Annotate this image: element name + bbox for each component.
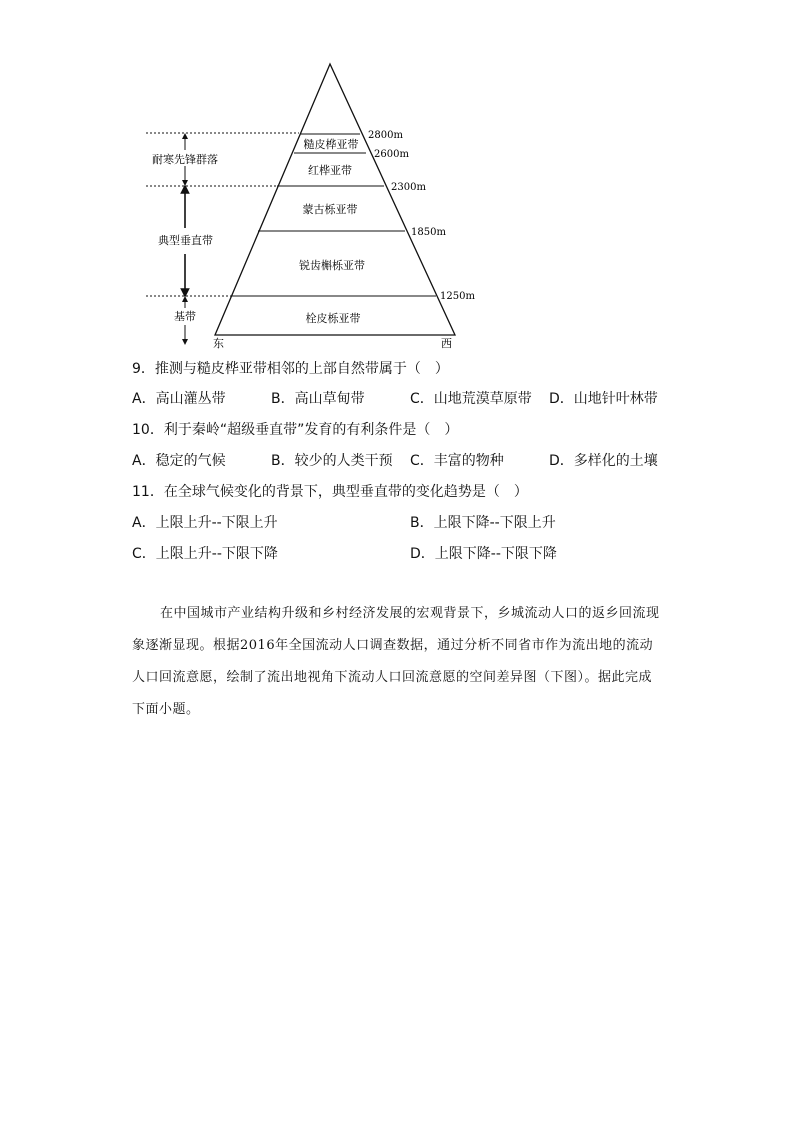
question-10-option-c[interactable]: C．丰富的物种 bbox=[410, 453, 504, 469]
group-label-base: 基带 bbox=[174, 310, 196, 323]
question-9-option-c[interactable]: C．山地荒漠草原带 bbox=[410, 391, 532, 407]
question-10-stem: 10．利于秦岭“超级垂直带”发育的有利条件是（ ） bbox=[132, 422, 459, 438]
elevation-label: 2600m bbox=[374, 149, 409, 160]
question-11-option-b[interactable]: B．上限下降--下限上升 bbox=[410, 515, 556, 531]
question-11-option-a[interactable]: A．上限上升--下限上升 bbox=[132, 515, 278, 531]
zone-label: 蒙古栎亚带 bbox=[302, 203, 358, 216]
question-11-option-d[interactable]: D．上限下降--下限下降 bbox=[410, 546, 557, 562]
zone-label: 锐齿槲栎亚带 bbox=[299, 259, 365, 272]
vertical-zone-diagram bbox=[0, 0, 794, 360]
question-9-option-a[interactable]: A．高山灌丛带 bbox=[132, 391, 226, 407]
question-11-option-c[interactable]: C．上限上升--下限下降 bbox=[132, 546, 278, 562]
question-10-option-b[interactable]: B．较少的人类干预 bbox=[271, 453, 393, 469]
question-9-option-b[interactable]: B．高山草甸带 bbox=[271, 391, 365, 407]
group-label-pioneer: 耐寒先锋群落 bbox=[152, 153, 218, 166]
elevation-label: 1250m bbox=[440, 291, 475, 302]
zone-label: 糙皮桦亚带 bbox=[303, 138, 359, 151]
group-label-typical: 典型垂直带 bbox=[158, 234, 213, 247]
mountain-outline bbox=[215, 64, 455, 335]
question-11-stem: 11．在全球气候变化的背景下，典型垂直带的变化趋势是（ ） bbox=[132, 484, 528, 500]
zone-label: 栓皮栎亚带 bbox=[305, 312, 361, 325]
elevation-label: 2800m bbox=[368, 130, 403, 141]
direction-east: 东 bbox=[213, 337, 224, 350]
direction-west: 西 bbox=[441, 337, 452, 350]
question-9-stem: 9．推测与糙皮桦亚带相邻的上部自然带属于（ ） bbox=[132, 361, 449, 377]
question-10-option-d[interactable]: D．多样化的土壤 bbox=[549, 453, 658, 469]
elevation-label: 1850m bbox=[411, 227, 446, 238]
reading-passage: 在中国城市产业结构升级和乡村经济发展的宏观背景下，乡城流动人口的返乡回流现象逐渐显现。根据2016年全国流动人口调查数据，通过分析不同省市作为流出地的流动人口回流意愿，绘制了流出地视角下流动人口回流意愿的空间差异图（下图）。据此完成下面小题。 bbox=[132, 606, 660, 717]
elevation-label: 2300m bbox=[391, 182, 426, 193]
zone-label: 红桦亚带 bbox=[308, 164, 352, 177]
question-10-option-a[interactable]: A．稳定的气候 bbox=[132, 453, 226, 469]
question-9-option-d[interactable]: D．山地针叶林带 bbox=[549, 391, 658, 407]
